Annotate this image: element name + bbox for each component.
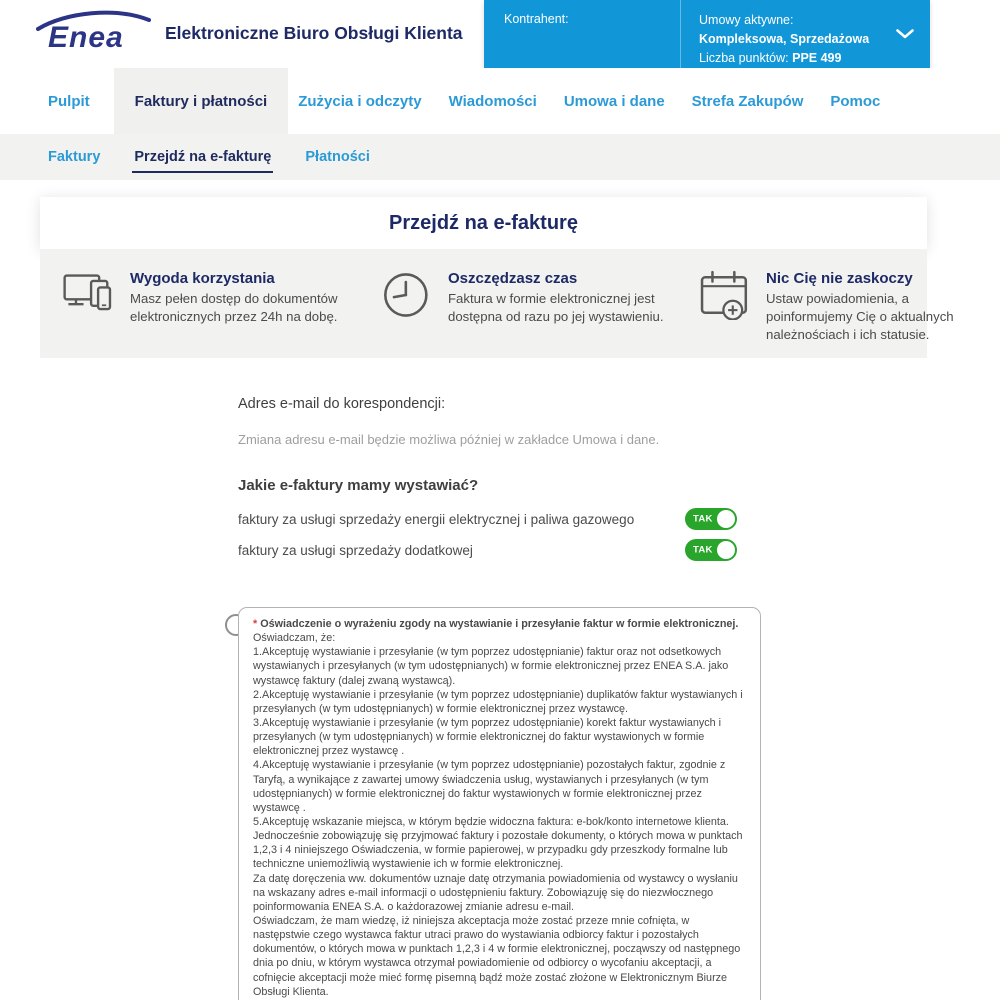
page-title: Przejdź na e-fakturę (389, 211, 578, 234)
toggle-state: TAK (693, 513, 713, 525)
benefit-zaskoczenie (676, 249, 994, 358)
benefit-title: Wygoda korzystania (130, 270, 275, 287)
page-title-card (40, 197, 927, 249)
app-header (0, 0, 1000, 68)
subtab-przejdz-na-e-fakture[interactable]: Przejdź na e-fakturę (134, 149, 272, 165)
toggle-knob (717, 510, 735, 528)
toggle-label: faktury za usługi sprzedaży dodatkowej (238, 542, 473, 558)
devices-icon (63, 270, 117, 320)
punkty-row (699, 49, 930, 68)
consent-paragraph: 1.Akceptuję wystawianie i przesyłanie (w tym poprzez udostępnianie) faktur oraz not odsetkowych wystawianych i przesyłanych (w tym udostępnianych) w formie elektronicznej przez ENEA S.A. jako wystawcę faktury (dalej zwaną wystawcą). (253, 646, 729, 687)
consent-paragraph: 3.Akceptuję wystawianie i przesyłanie (w tym poprzez udostępnianie) korekt faktur wystawianych i przesyłanych (w tym udostępnianych) w formie elektronicznej do faktur wystawionych w formie elektronicznej przez wystawcę . (253, 716, 722, 758)
calendar-plus-icon (699, 270, 753, 320)
subtab-platnosci[interactable]: Płatności (305, 149, 370, 165)
toggle-state: TAK (693, 544, 713, 556)
kontrahent-label: Kontrahent: (504, 12, 569, 26)
tab-strefa-zakupow[interactable]: Strefa Zakupów (691, 92, 804, 110)
main-nav (0, 68, 1000, 134)
tab-faktury-i-platnosci[interactable]: Faktury i płatności (114, 68, 289, 134)
benefits-band (40, 249, 954, 358)
tab-wiadomosci[interactable]: Wiadomości (448, 92, 537, 110)
clock-icon (381, 270, 435, 320)
punkty-label: Liczba punktów: (699, 50, 789, 65)
tab-zuzycia-i-odczyty[interactable]: Zużycia i odczyty (298, 92, 422, 110)
umowy-label: Umowy aktywne: (699, 13, 794, 27)
benefit-text: Masz pełen dostęp do dokumentów elektronicznych przez 24h na dobę. (130, 291, 338, 325)
benefit-czas (358, 249, 676, 358)
umowy-value: Kompleksowa, Sprzedażowa (699, 31, 870, 46)
tab-pomoc[interactable]: Pomoc (830, 92, 881, 110)
consent-title: Oświadczenie o wyrażeniu zgody na wystawianie i przesyłanie faktur w formie elektronicznej. (260, 618, 739, 630)
toggle-knob (717, 541, 735, 559)
toggle-energia[interactable] (685, 508, 737, 530)
toggle-dodatkowa[interactable] (685, 539, 737, 561)
chevron-down-icon[interactable] (896, 29, 914, 39)
punkty-value: PPE 499 (792, 50, 842, 65)
toggle-row-energia (238, 507, 737, 531)
email-label: Adres e-mail do korespondencji: (238, 396, 446, 412)
consent-intro: Oświadczam, że: (253, 632, 336, 645)
invoices-question: Jakie e-faktury mamy wystawiać? (238, 477, 479, 494)
contractor-panel[interactable] (484, 0, 930, 68)
consent-paragraph: Za datę doręczenia ww. dokumentów uznaje datę otrzymania powiadomienia od wystawcy o wysłaniu na wskazany adres e-mail informacji o udostępnieniu faktury. Zobowiązuję się do niezwłocznego poinformowania ENEA S.A. o każdorazowej zmianie adresu e-mail. (253, 872, 738, 913)
sub-nav (0, 134, 1000, 180)
benefit-title: Nic Cię nie zaskoczy (766, 270, 913, 287)
benefit-title: Oszczędzasz czas (448, 270, 578, 287)
consent-paragraph: 2.Akceptuję wystawianie i przesyłanie (w tym poprzez udostępnianie) duplikatów faktur wystawianych i przesyłanych (w tym udostępnianych) w formie elektronicznej przez wystawcę. (253, 688, 743, 715)
benefit-text: Ustaw powiadomienia, a poinformujemy Cię o aktualnych należnościach i ich statusie. (766, 291, 954, 343)
consent-paragraph: Jednocześnie zobowiązuję się przyjmować faktury i pozostałe dokumenty, o których mowa w punktach 1,2,3 i 4 niniejszego Oświadczenia, w formie papierowej, w przypadku gdy przeszkody formalne lub techniczne uniemożliwią wystawienie ich w formie elektronicznej. (253, 830, 743, 871)
consent-paragraph: Oświadczam, że mam wiedzę, iż niniejsza akceptacja może zostać przeze mnie cofnięta, w następstwie czego wystawca faktur utraci prawo do wystawiania odbiorcy faktur i pozostałych dokumentów, o których mowa w punktach 1,2,3 i 4 w formie elektronicznej, począwszy od następnego dnia po dniu, w którym wystawca otrzymał powiadomienie od odbiorcy o wycofaniu akceptacji, a cofnięcie akceptacji może mieć formę pisemną bądź może zostać złożone w Elektronicznym Biurze Obsługi Klienta. (253, 914, 741, 998)
app-title: Elektroniczne Biuro Obsługi Klienta (165, 23, 463, 43)
consent-box (238, 607, 761, 1000)
benefit-text: Faktura w formie elektronicznej jest dostępna od razu po jej wystawieniu. (448, 291, 664, 325)
tab-pulpit[interactable]: Pulpit (48, 92, 90, 110)
required-marker: * (253, 618, 258, 630)
email-note: Zmiana adresu e-mail będzie możliwa później w zakładce Umowa i dane. (238, 432, 660, 447)
enea-logo[interactable] (30, 6, 165, 64)
toggle-label: faktury za usługi sprzedaży energii elektrycznej i paliwa gazowego (238, 511, 635, 527)
subtab-faktury[interactable]: Faktury (48, 149, 101, 165)
toggle-row-dodatkowa (238, 538, 737, 562)
logo-text: Enea (48, 21, 124, 54)
consent-paragraph: 4.Akceptuję wystawianie i przesyłanie (w tym poprzez udostępnianie) pozostałych faktur, zgodnie z Taryfą, a wynikające z zawartej umowy świadczenia usług, wystawianych i przesyłanych (w tym udostępnianych) w formie elektronicznej do faktur wystawionych w formie elektronicznej przez wystawcę . (253, 759, 726, 814)
benefit-wygoda (40, 249, 358, 358)
consent-paragraph: 5.Akceptuję wskazanie miejsca, w którym będzie widoczna faktura: e-bok/konto internetowe klienta. (253, 815, 729, 828)
tab-umowa-i-dane[interactable]: Umowa i dane (563, 92, 665, 110)
